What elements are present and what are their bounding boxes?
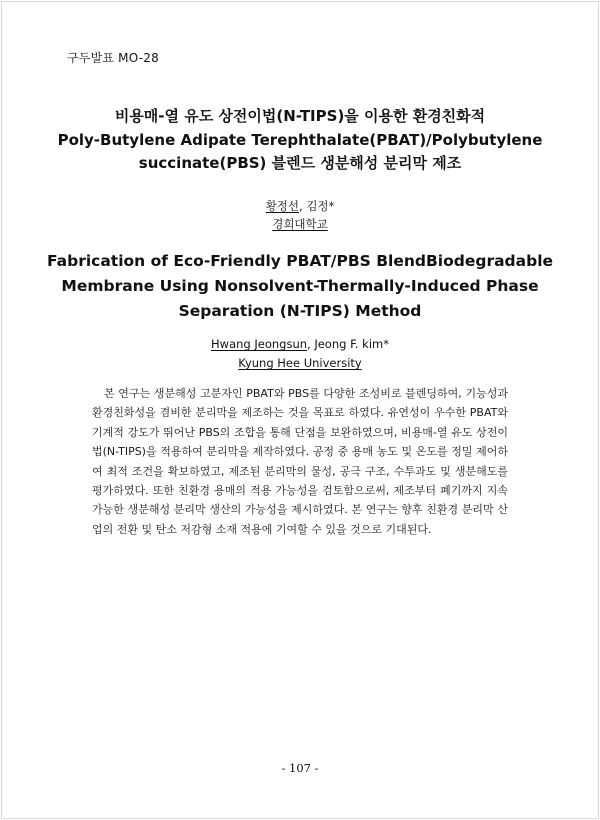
session-code: 구두발표 MO-28 [67, 51, 159, 65]
page-number: - 107 - [281, 761, 319, 775]
english-authors [0, 337, 600, 351]
author-separator: , [299, 199, 307, 213]
korean-title: 비용매-열 유도 상전이법(N-TIPS)을 이용한 환경친화적 Poly-Butylene Adipate Terephthalate(PBAT)/Polybutylene succinate(PBS) 블렌드 생분해성 분리막 제조 [57, 107, 543, 172]
english-author-corresponding: Jeong F. kim* [314, 337, 389, 351]
korean-affiliation [0, 216, 600, 232]
english-affiliation [0, 356, 600, 370]
author-separator: , [307, 337, 315, 351]
korean-affiliation-text: 경희대학교 [272, 217, 328, 231]
korean-author-presenter: 황정선 [265, 199, 300, 213]
english-title: Fabrication of Eco-Friendly PBAT/PBS BlendBiodegradable Membrane Using Nonsolvent-Thermally-Induced Phase Separation (N-TIPS) Method [46, 252, 554, 320]
abstract-body: 본 연구는 생분해성 고분자인 PBAT와 PBS를 다양한 조성비로 블렌딩하여, 기능성과 환경친화성을 겸비한 분리막을 제조하는 것을 목표로 하였다. 유연성이 우수한 PBAT와 기계적 강도가 뛰어난 PBS의 조합을 통해 단점을 보완하였으며, 비용매-열 유도 상전이법(N-TIPS)을 적용하여 분리막을 제작하였다. 공정 중 용매 농도 및 온도를 정밀 제어하여 최적 조건을 확보하였고, 제조된 분리막의 물성, 공극 구조, 수투과도 및 생분해도를 평가하였다. 또한 친환경 용매의 적용 가능성을 검토함으로써, 제조부터 폐기까지 지속 가능한 생분해성 분리막 생산의 가능성을 제시하였다. 본 연구는 향후 친환경 분리막 산업의 전환 및 탄소 저감형 소재 적용에 기여할 수 있을 것으로 기대된다. [92, 387, 508, 536]
korean-authors [0, 198, 600, 214]
english-affiliation-text: Kyung Hee University [238, 356, 362, 370]
korean-author-corresponding: 김정* [306, 199, 335, 213]
english-author-presenter: Hwang Jeongsun [211, 337, 308, 351]
